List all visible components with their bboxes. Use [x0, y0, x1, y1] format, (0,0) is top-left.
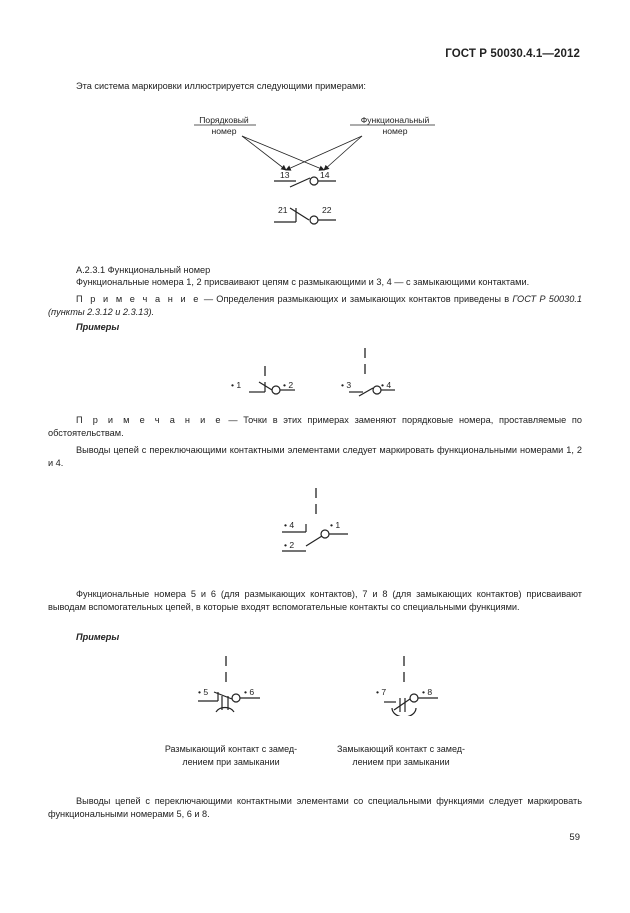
marking-example-diagram — [190, 112, 450, 232]
note-label: П р и м е ч а н и е — [76, 415, 223, 425]
standard-reference: ГОСТ Р 50030.1 (пункты 2.3.12 и 2.3.13). — [48, 294, 582, 317]
make-contact-symbol — [290, 178, 310, 187]
arrow — [286, 136, 362, 170]
terminal-13: 13 — [280, 170, 290, 180]
caption-right — [316, 743, 486, 769]
document-header: ГОСТ Р 50030.4.1—2012 — [445, 48, 580, 60]
terminal-3: • 3 — [341, 380, 352, 390]
page-number: 59 — [569, 832, 580, 843]
arrow — [242, 136, 324, 170]
caption-right-line1: Замыкающий контакт с замед- — [336, 744, 466, 754]
terminal-5: • 5 — [198, 687, 209, 697]
terminal-21: 21 — [278, 205, 288, 215]
note-text: — Точки в этих примерах заменяют порядковые номера, проставляемые по обстоятельствам. — [48, 415, 582, 438]
changeover-contact-symbol — [306, 536, 322, 546]
note-2 — [48, 414, 582, 440]
terminal-2: • 2 — [284, 540, 295, 550]
caption-left-line2: лением при замыкании — [182, 757, 280, 767]
special-paragraph: Функциональные номера 5 и 6 (для размыкающих контактов), 7 и 8 (для замыкающих контактов) присваивают выводам вспомогательных цепей, в которые входят вспомогательные контакты со специальными функциями. — [48, 589, 582, 612]
caption-left — [146, 743, 316, 769]
ordinal-number-label: Порядковый — [199, 115, 249, 125]
note-1 — [48, 293, 582, 319]
terminal-1: • 1 — [330, 520, 341, 530]
caption-left-line1: Размыкающий контакт с замед- — [164, 744, 298, 754]
terminal-7: • 7 — [376, 687, 387, 697]
delayed-make-contact-diagram — [372, 654, 452, 716]
examples-heading: Примеры — [76, 322, 120, 332]
delay-symbol — [216, 707, 234, 712]
terminal-8: • 8 — [422, 687, 433, 697]
make-contact-symbol — [394, 699, 410, 710]
terminal-1: • 1 — [231, 380, 242, 390]
terminal-2: • 2 — [283, 380, 294, 390]
note-text: — Определения размыкающих и замыкающих контактов приведены в — [200, 294, 513, 304]
functional-number-label-2: номер — [382, 126, 408, 136]
contact-examples-diagram — [225, 342, 415, 402]
examples-heading-2: Примеры — [76, 632, 120, 642]
functional-number-label: Функциональный — [360, 115, 430, 125]
terminal-4: • 4 — [284, 520, 295, 530]
ordinal-number-label-2: номер — [211, 126, 237, 136]
note-label: П р и м е ч а н и е — [76, 294, 201, 304]
arrow — [324, 136, 362, 170]
terminal-4: • 4 — [381, 380, 392, 390]
terminal-14: 14 — [320, 170, 330, 180]
break-contact-symbol — [214, 692, 232, 699]
break-contact-symbol — [290, 208, 309, 220]
arrow — [242, 136, 286, 170]
section-heading: А.2.3.1 Функциональный номер — [76, 265, 211, 275]
terminal-6: • 6 — [244, 687, 255, 697]
section-body: Функциональные номера 1, 2 присваивают цепям с размыкающими и 3, 4 — с замыкающими контактами. — [76, 277, 530, 287]
switch-paragraph: Выводы цепей с переключающими контактными элементами следует маркировать функциональными номерами 1, 2 и 4. — [48, 445, 582, 468]
terminal-22: 22 — [322, 205, 332, 215]
delayed-break-contact-diagram — [194, 654, 274, 716]
caption-right-line2: лением при замыкании — [352, 757, 450, 767]
final-paragraph: Выводы цепей с переключающими контактными элементами со специальными функциями следует маркировать функциональными номерами 5, 6 и 8. — [48, 796, 582, 819]
changeover-contact-diagram — [278, 486, 358, 556]
intro-text: Эта система маркировки иллюстрируется следующими примерами: — [76, 81, 366, 91]
